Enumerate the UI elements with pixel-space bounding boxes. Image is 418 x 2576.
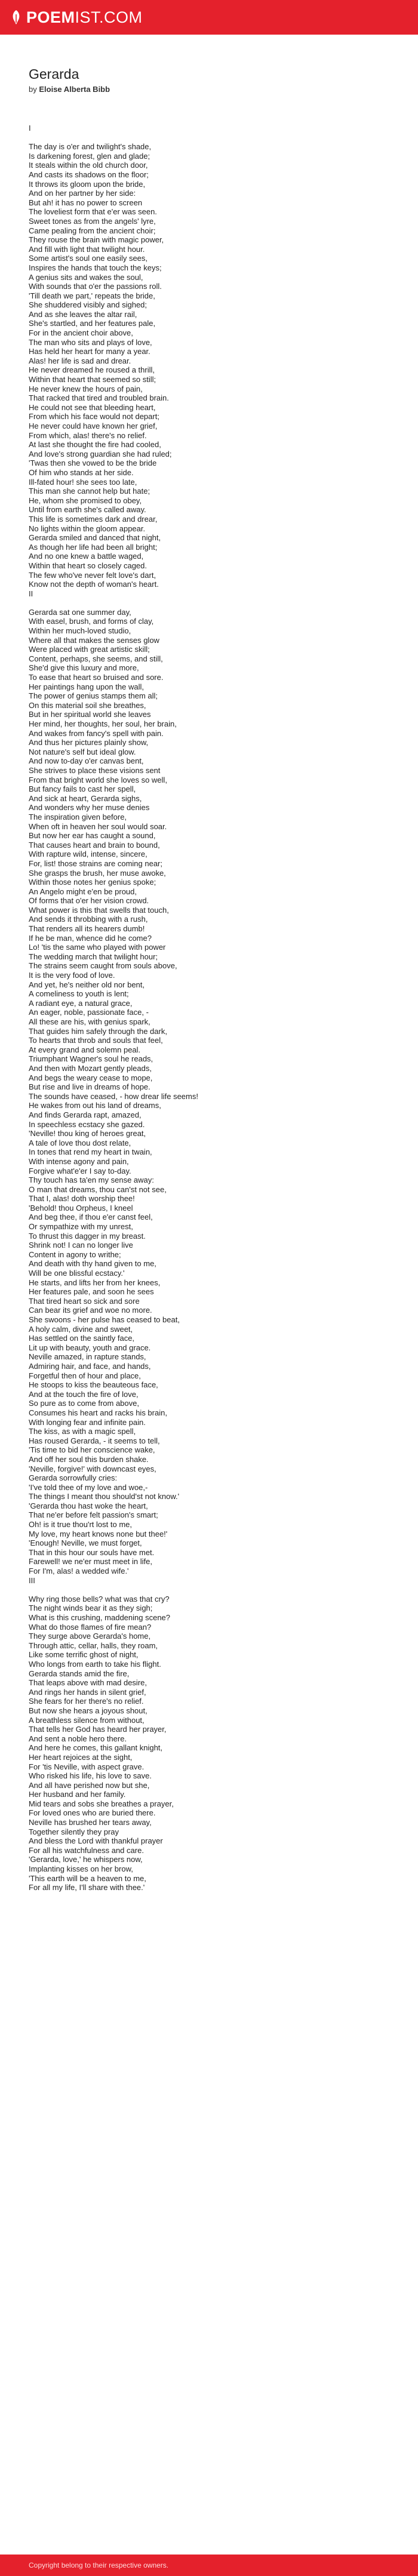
- poem-line: 'I've told thee of my love and woe,-: [29, 1482, 148, 1492]
- quill-icon: [11, 10, 21, 25]
- poem-line: 'Tis time to bid her conscience wake,: [29, 1445, 155, 1455]
- poem-container: [29, 66, 389, 1892]
- poem-line: And death with thy hand given to me,: [29, 1259, 156, 1269]
- poem-line: Inspires the hands that touch the keys;: [29, 263, 162, 272]
- poem-line: Lit up with beauty, youth and grace.: [29, 1343, 151, 1352]
- poem-line: Has roused Gerarda, - it seems to tell,: [29, 1436, 160, 1445]
- poem-line: A radiant eye, a natural grace,: [29, 998, 133, 1008]
- poem-line: What power is this that swells that touch,: [29, 905, 169, 915]
- poem-line: Gerarda sat one summer day,: [29, 607, 131, 617]
- poem-line: Of forms that o'er her vision crowd.: [29, 896, 149, 906]
- footer-bar: [0, 2555, 418, 2576]
- poem-line: He, whom she promised to obey,: [29, 495, 142, 505]
- poem-line: And begs the weary cease to mope,: [29, 1073, 153, 1082]
- poem-line: It is the very food of love.: [29, 971, 115, 980]
- poem-line: Ill-fated hour! she sees too late,: [29, 477, 137, 487]
- poem-line: To ease that heart so bruised and sore.: [29, 673, 164, 682]
- poem-line: This man she cannot help but hate;: [29, 487, 150, 496]
- poem-line: And casts its shadows on the floor;: [29, 170, 149, 179]
- poem-line: She swoons - her pulse has ceased to beat,: [29, 1315, 180, 1324]
- poem-line: A comeliness to youth is lent;: [29, 989, 129, 999]
- poem-line: That guides him safely through the dark,: [29, 1026, 167, 1036]
- poem-line: Some artist's soul one easily sees,: [29, 254, 148, 263]
- poem-line: 'Gerarda, love,' he whispers now,: [29, 1855, 143, 1864]
- poem-line: The wedding march that twilight hour;: [29, 952, 158, 961]
- poem-line: Her husband and her family.: [29, 1790, 126, 1799]
- poem-line: From which, alas! there's no relief.: [29, 430, 147, 440]
- poem-line: The loveliest form that e'er was seen.: [29, 207, 157, 217]
- poem-line: He could not see that bleeding heart,: [29, 402, 156, 412]
- poem-line: Gerarda stands amid the fire,: [29, 1669, 130, 1678]
- poem-line: Within her much-loved studio,: [29, 626, 131, 636]
- poem-line: Her mind, her thoughts, her soul, her brain,: [29, 719, 177, 728]
- poem-line: They surge above Gerarda's home,: [29, 1632, 151, 1641]
- poem-line: For all my life, I'll share with thee.': [29, 1883, 145, 1892]
- poem-line: All these are his, with genius spark,: [29, 1017, 150, 1026]
- poem-line: That racked that tired and troubled brain.: [29, 393, 169, 403]
- poem-line: Will be one blissful ecstacy.': [29, 1269, 125, 1278]
- poem-line: But now she hears a joyous shout,: [29, 1706, 147, 1715]
- poem-line: It steals within the old church door,: [29, 161, 148, 170]
- poem-line: And fill with light that twilight hour.: [29, 244, 145, 254]
- poem-line: That in this hour our souls have met.: [29, 1547, 155, 1557]
- poem-line: Not nature's self but ideal glow.: [29, 747, 136, 756]
- poem-line: In tones that rend my heart in twain,: [29, 1147, 152, 1157]
- poem-line: That tired heart so sick and sore: [29, 1296, 140, 1306]
- poem-line: 'Enough! Neville, we must forget,: [29, 1538, 142, 1548]
- poem-line: Were placed with great artistic skill;: [29, 645, 150, 654]
- poem-line: The kiss, as with a magic spell,: [29, 1427, 136, 1436]
- poem-line: Where all that makes the senses glow: [29, 635, 159, 645]
- poem-line: If he be man, whence did he come?: [29, 933, 152, 943]
- stanza-break: [29, 1585, 389, 1595]
- poem-line: 'This earth will be a heaven to me,: [29, 1873, 146, 1883]
- poem-line: 'Neville, forgive!' with downcast eyes,: [29, 1464, 156, 1473]
- poem-line: Consumes his heart and racks his brain,: [29, 1408, 167, 1417]
- poem-line: That renders all its hearers dumb!: [29, 924, 145, 934]
- poem-line: Within those notes her genius spoke;: [29, 878, 156, 887]
- poem-line: Gerarda smiled and danced that night,: [29, 533, 161, 543]
- poem-line: An Angelo might e'en be proud,: [29, 887, 137, 896]
- poem-line: For, list! those strains are coming near;: [29, 858, 162, 868]
- poem-line: Implanting kisses on her brow,: [29, 1864, 133, 1874]
- poem-line: Neville has brushed her tears away,: [29, 1818, 152, 1827]
- poem-line: Her heart rejoices at the sight,: [29, 1752, 133, 1762]
- poem-line: Farewell! we ne'er must meet in life,: [29, 1557, 152, 1566]
- poem-line: Alas! her life is sad and drear.: [29, 356, 131, 365]
- poem-line: She's startled, and her features pale,: [29, 319, 156, 328]
- poem-line: But rise and live in dreams of hope.: [29, 1082, 150, 1092]
- poem-line: To thrust this dagger in my breast.: [29, 1231, 146, 1241]
- poem-line: And as she leaves the altar rail,: [29, 309, 137, 319]
- poem-line: Neville amazed, in rapture stands,: [29, 1352, 146, 1362]
- poem-line: He wakes from out his land of dreams,: [29, 1101, 161, 1110]
- poem-line: And sent a noble hero there.: [29, 1734, 127, 1743]
- poem-line: Until from earth she's called away.: [29, 505, 146, 515]
- poem-line: Is darkening forest, glen and glade;: [29, 151, 150, 161]
- poem-line: And wakes from fancy's spell with pain.: [29, 728, 164, 738]
- poem-line: And sends it throbbing with a rush,: [29, 915, 148, 924]
- poem-body: [29, 124, 389, 1892]
- poem-line: With rapture wild, intense, sincere,: [29, 850, 147, 859]
- poem-line: O man that dreams, thou can'st not see,: [29, 1184, 167, 1194]
- poem-line: And love's strong guardian she had ruled;: [29, 449, 172, 458]
- poem-line: At every grand and solemn peal.: [29, 1045, 141, 1054]
- poem-line: He never could have known her grief,: [29, 421, 158, 430]
- poem-line: She grasps the brush, her muse awoke,: [29, 868, 166, 878]
- poem-line: He starts, and lifts her from her knees,: [29, 1278, 161, 1287]
- poem-line: A genius sits and wakes the soul,: [29, 272, 143, 282]
- poem-line: The few who've never felt love's dart,: [29, 570, 156, 580]
- poem-line: And now to-day o'er canvas bent,: [29, 756, 144, 766]
- poem-line: She'd give this luxury and more,: [29, 663, 139, 673]
- poem-line: Who longs from earth to take his flight.: [29, 1659, 161, 1669]
- poem-line: Why ring those bells? what was that cry?: [29, 1594, 170, 1604]
- poem-line: Together silently they pray: [29, 1827, 119, 1836]
- poem-line: Within that heart that seemed so still;: [29, 375, 156, 384]
- poem-line: That leaps above with mad desire,: [29, 1678, 147, 1688]
- poem-line: Who risked his life, his love to save.: [29, 1771, 152, 1781]
- poem-line: On this material soil she breathes,: [29, 700, 146, 710]
- poem-line: Through attic, cellar, halls, they roam,: [29, 1641, 158, 1650]
- poem-line: And then with Mozart gently pleads,: [29, 1063, 152, 1073]
- poem-line: In speechless ecstacy she gazed.: [29, 1119, 145, 1129]
- poem-line: Came pealing from the ancient choir;: [29, 226, 156, 235]
- poem-line: From which his face would not depart;: [29, 412, 159, 421]
- poem-line: Has held her heart for many a year.: [29, 347, 150, 356]
- poem-line: 'Neville! thou king of heroes great,: [29, 1129, 146, 1138]
- poem-line: A holy calm, divine and sweet,: [29, 1324, 133, 1334]
- poem-line: With longing fear and infinite pain.: [29, 1417, 146, 1427]
- poem-line: From that bright world she loves so well,: [29, 775, 167, 784]
- by-prefix: by: [29, 85, 37, 94]
- poem-line: Forgive what'e'er I say to-day.: [29, 1166, 131, 1175]
- poem-line: Of him who stands at her side.: [29, 467, 134, 477]
- poem-line: A breathless silence from without,: [29, 1715, 145, 1725]
- poem-line: She fears for her there's no relief.: [29, 1697, 144, 1706]
- poem-line: Within that heart so closely caged.: [29, 561, 147, 570]
- poem-line: With sounds that o'er the passions roll.: [29, 282, 162, 291]
- poem-line: And yet, he's neither old nor bent,: [29, 980, 145, 989]
- site-logo[interactable]: [11, 8, 143, 27]
- poem-line: 'Till death we part,' repeats the bride,: [29, 291, 155, 300]
- poem-line: It throws its gloom upon the bride,: [29, 179, 146, 189]
- poem-line: Or sympathize with my unrest,: [29, 1222, 133, 1232]
- poem-line: The night winds bear it as they sigh;: [29, 1604, 153, 1613]
- poem-line: Triumphant Wagner's soul he reads,: [29, 1054, 153, 1064]
- copyright-text: Copyright belong to their respective owners.: [29, 2561, 169, 2569]
- poem-line: And beg thee, if thou e'er canst feel,: [29, 1212, 153, 1222]
- poem-line: He never dreamed he roused a thrill,: [29, 365, 155, 375]
- poem-line: Her paintings hang upon the wall,: [29, 682, 144, 691]
- poem-line: II: [29, 589, 33, 598]
- poem-line: Sweet tones as from the angels' lyre,: [29, 216, 156, 226]
- poem-line: At last she thought the fire had cooled,: [29, 440, 161, 450]
- poem-line: And thus her pictures plainly show,: [29, 738, 149, 747]
- poem-line: That I, alas! doth worship thee!: [29, 1194, 135, 1204]
- poem-line: The things I meant thou should'st not know.': [29, 1492, 180, 1501]
- poem-line: They rouse the brain with magic power,: [29, 235, 164, 245]
- poem-line: For 'tis Neville, with aspect grave.: [29, 1762, 145, 1771]
- author-link[interactable]: Eloise Alberta Bibb: [39, 85, 110, 94]
- poem-line: Like some terrific ghost of night,: [29, 1650, 139, 1660]
- poem-line: Has settled on the saintly face,: [29, 1334, 135, 1343]
- poem-line: Lo! 'tis the same who played with power: [29, 943, 166, 952]
- poem-line: The strains seem caught from souls above,: [29, 961, 177, 971]
- poem-line: The day is o'er and twilight's shade,: [29, 142, 152, 152]
- poem-line: Gerarda sorrowfully cries:: [29, 1473, 118, 1483]
- poem-line: The power of genius stamps them all;: [29, 691, 158, 701]
- poem-line: So pure as to come from above,: [29, 1399, 139, 1408]
- poem-line: My love, my heart knows none but thee!': [29, 1529, 168, 1538]
- poem-line: For loved ones who are buried there.: [29, 1808, 156, 1818]
- poem-line: For I'm, alas! a wedded wife.': [29, 1566, 129, 1576]
- poem-line: Forgetful then of hour and place,: [29, 1371, 141, 1380]
- poem-line: Know not the depth of woman's heart.: [29, 580, 159, 589]
- poem-line: Can bear its grief and woe no more.: [29, 1306, 152, 1315]
- poem-line: And bless the Lord with thankful prayer: [29, 1836, 163, 1846]
- poem-line: He stoops to kiss the beauteous face,: [29, 1380, 158, 1390]
- poem-line: Oh! is it true thou'rt lost to me,: [29, 1520, 132, 1529]
- poem-line: An eager, noble, passionate face, -: [29, 1008, 149, 1017]
- poem-line: And finds Gerarda rapt, amazed,: [29, 1110, 142, 1119]
- poem-line: With easel, brush, and forms of clay,: [29, 617, 154, 626]
- poem-line: No lights within the gloom appear.: [29, 524, 146, 533]
- poem-line: He never knew the hours of pain,: [29, 384, 143, 393]
- poem-line: 'Gerarda thou hast woke the heart,: [29, 1501, 148, 1510]
- poem-line: And wonders why her muse denies: [29, 803, 150, 812]
- poem-line: For in the ancient choir above,: [29, 328, 133, 338]
- site-name: POEMIST.COM: [26, 8, 143, 26]
- poem-line: And sick at heart, Gerarda sighs,: [29, 793, 142, 803]
- poem-line: The inspiration given before,: [29, 812, 127, 821]
- poem-line: Thy touch has ta'en my sense away:: [29, 1175, 154, 1185]
- poem-line: But in her spiritual world she leaves: [29, 710, 151, 719]
- poem-line: And no one knew a battle waged,: [29, 552, 144, 561]
- poem-line: What do those flames of fire mean?: [29, 1622, 152, 1632]
- poem-line: The man who sits and plays of love,: [29, 337, 152, 347]
- stanza-break: [29, 598, 389, 608]
- stanza-break: [29, 133, 389, 143]
- poem-line: And off her soul this burden shake.: [29, 1454, 149, 1464]
- poem-line: A tale of love thou dost relate,: [29, 1138, 131, 1147]
- poem-line: And rings her hands in silent grief,: [29, 1687, 146, 1697]
- poem-line: The sounds have ceased, - how drear life seems!: [29, 1091, 198, 1101]
- poem-line: But ah! it has no power to screen: [29, 198, 143, 207]
- poem-line: Shrink not! I can no longer live: [29, 1241, 133, 1250]
- poem-line: And all have perished now but she,: [29, 1780, 150, 1790]
- poem-line: That ne'er before felt passion's smart;: [29, 1510, 158, 1520]
- poem-line: She shuddered visibly and sighed;: [29, 300, 147, 310]
- poem-line: Admiring hair, and face, and hands,: [29, 1361, 151, 1371]
- poem-line: For all his watchfulness and care.: [29, 1845, 144, 1855]
- poem-line: To hearts that throb and souls that feel,: [29, 1036, 163, 1045]
- poem-line: This life is sometimes dark and drear,: [29, 514, 158, 524]
- poem-line: Content in agony to writhe;: [29, 1249, 121, 1259]
- byline: [29, 85, 389, 94]
- poem-line: And at the touch the fire of love,: [29, 1389, 139, 1399]
- poem-line: She strives to place these visions sent: [29, 765, 161, 775]
- poem-line: Mid tears and sobs she breathes a prayer,: [29, 1799, 174, 1808]
- poem-line: With intense agony and pain,: [29, 1156, 129, 1166]
- poem-line: But fancy fails to cast her spell,: [29, 784, 136, 794]
- poem-title: Gerarda: [29, 66, 79, 82]
- poem-line: 'Behold! thou Orpheus, I kneel: [29, 1203, 133, 1212]
- poem-line: III: [29, 1575, 35, 1585]
- header-bar: [0, 0, 418, 35]
- poem-line: I: [29, 124, 31, 133]
- poem-line: As though her life had been all bright;: [29, 542, 158, 552]
- poem-line: Her features pale, and soon he sees: [29, 1287, 154, 1297]
- poem-line: And here he comes, this gallant knight,: [29, 1743, 163, 1753]
- poem-line: When oft in heaven her soul would soar.: [29, 821, 167, 831]
- poem-line: Content, perhaps, she seems, and still,: [29, 654, 163, 663]
- poem-line: That causes heart and brain to bound,: [29, 840, 160, 850]
- poem-line: 'Twas then she vowed to be the bride: [29, 458, 157, 468]
- poem-line: That tells her God has heard her prayer,: [29, 1725, 167, 1734]
- poem-line: What is this crushing, maddening scene?: [29, 1613, 171, 1622]
- poem-line: But now her ear has caught a sound,: [29, 831, 156, 841]
- poem-line: And on her partner by her side:: [29, 189, 136, 198]
